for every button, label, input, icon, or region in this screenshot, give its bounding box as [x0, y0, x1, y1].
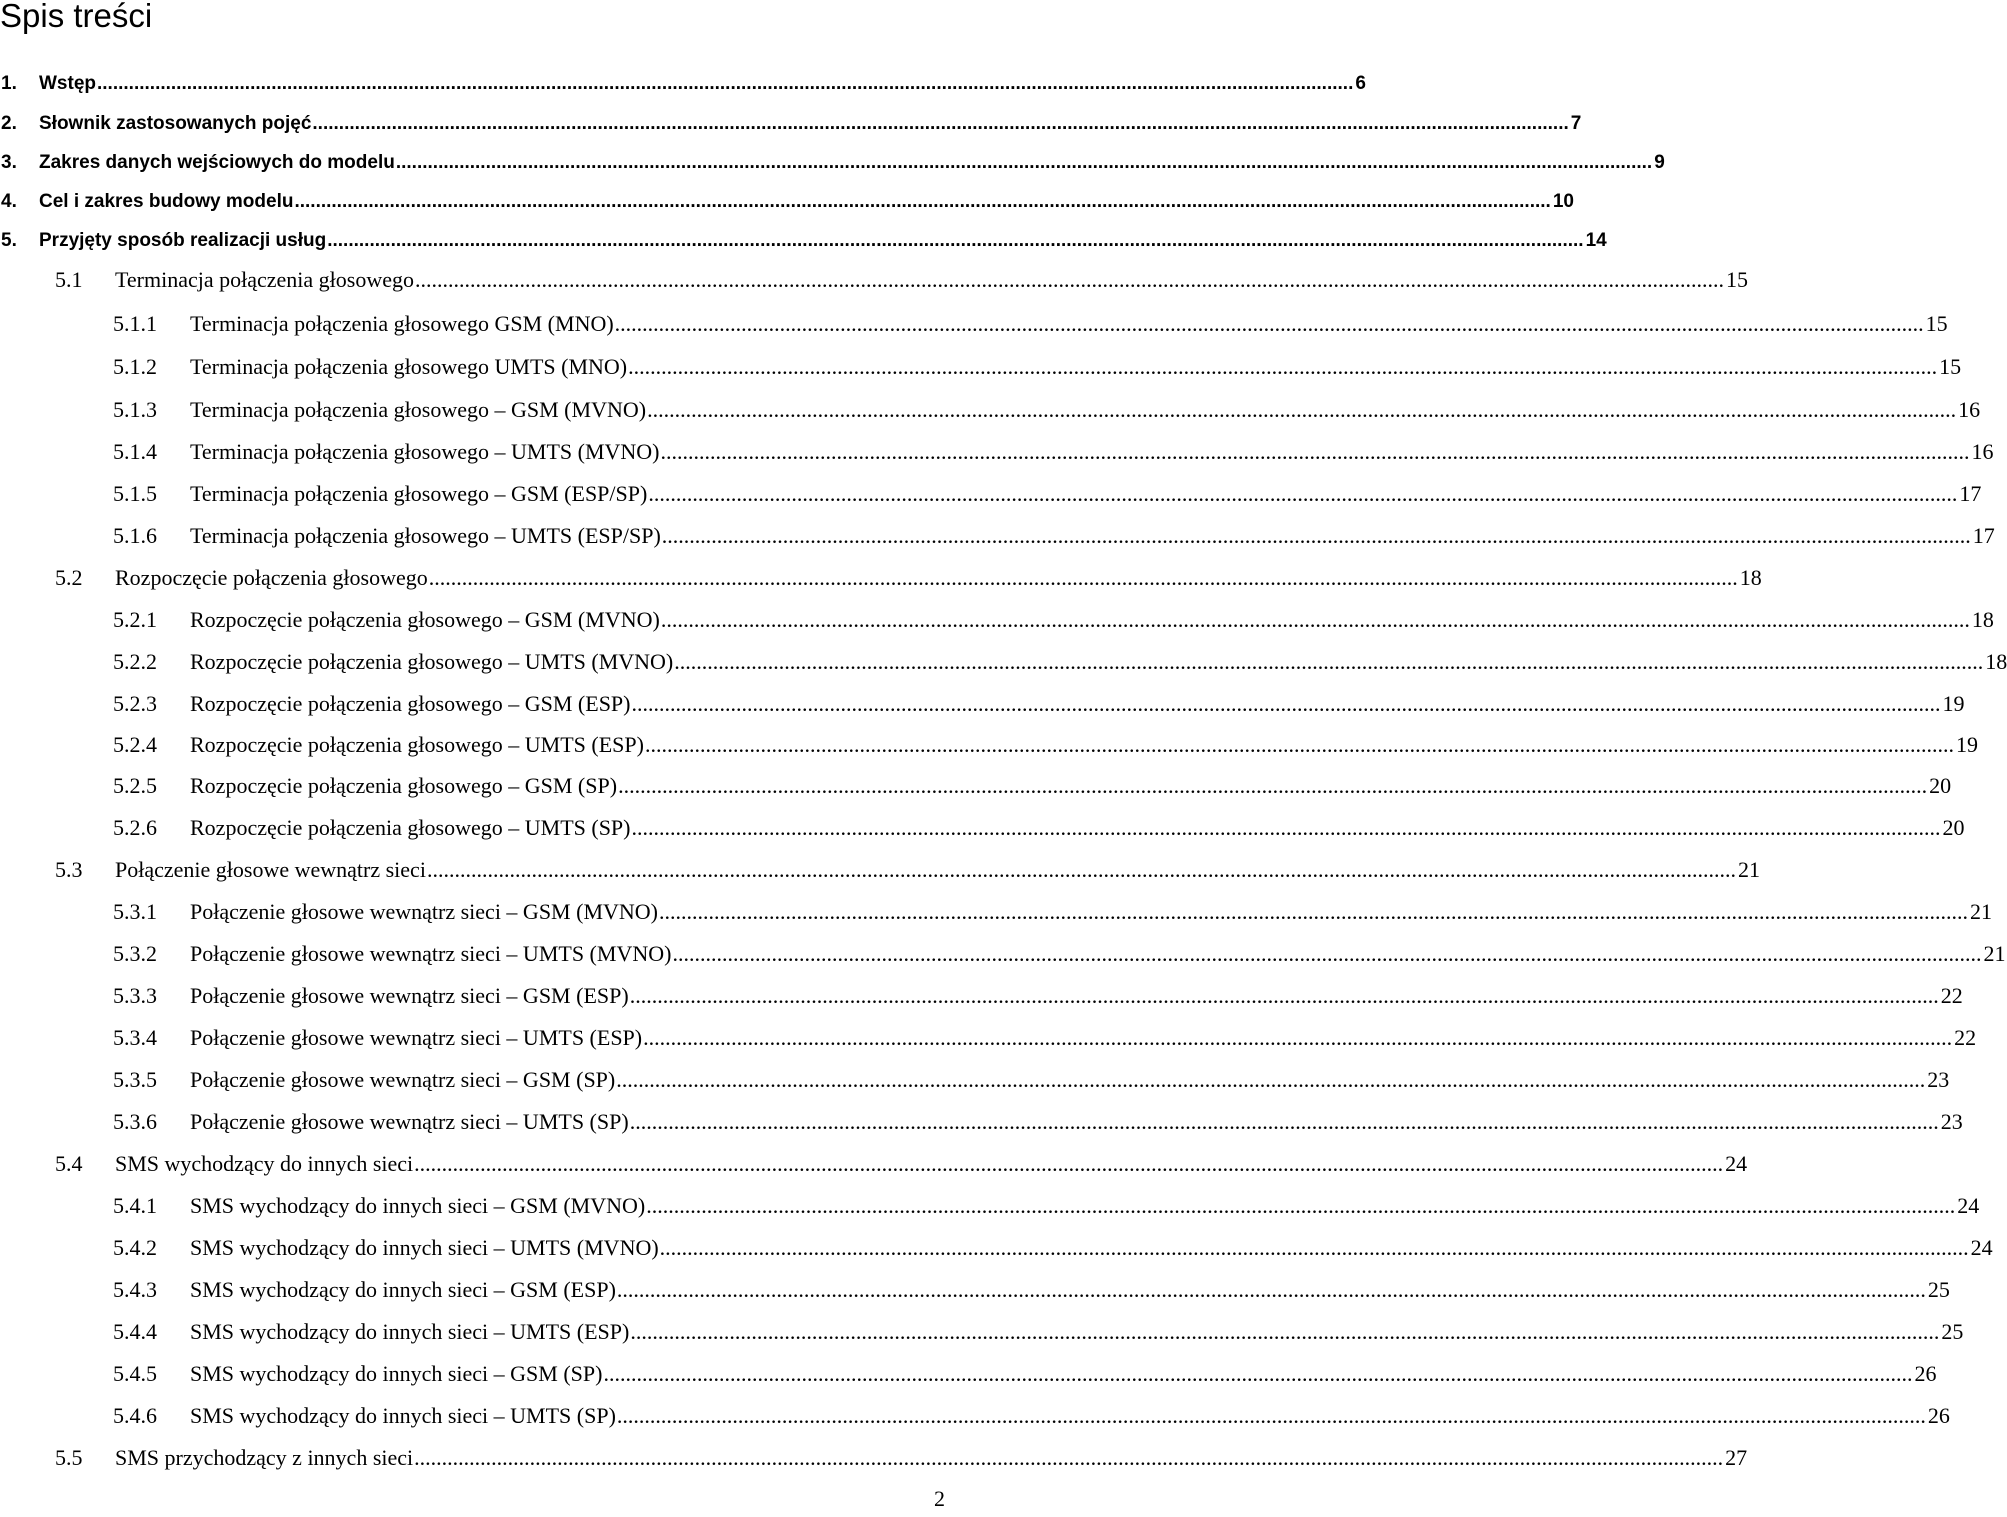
toc-entry-number: 5. — [1, 230, 17, 251]
toc-entry-title: SMS wychodzący do innych sieci – UMTS (ESP) — [190, 1319, 630, 1344]
toc-dot-leader: .............................................................................................................................................................................................................................................. — [294, 191, 1551, 212]
toc-entry-number: 5.5 — [55, 1445, 83, 1470]
toc-entry-number: 5.2.4 — [113, 732, 157, 757]
toc-entry-page: 16 — [1971, 439, 1994, 464]
toc-entry-number: 5.1.5 — [113, 481, 157, 506]
toc-entry-title: Terminacja połączenia głosowego – GSM (ESP/SP) — [190, 481, 648, 506]
toc-dot-leader: .............................................................................................................................................................................................................................................. — [614, 311, 1924, 336]
toc-entry-number: 5.4.6 — [113, 1403, 157, 1428]
toc-entry-page: 22 — [1940, 983, 1963, 1008]
toc-entry-title: Połączenie głosowe wewnątrz sieci – GSM (SP) — [190, 1067, 616, 1092]
toc-entry-page: 20 — [1929, 773, 1952, 798]
toc-entry-number: 5.4.3 — [113, 1277, 157, 1302]
toc-dot-leader: .............................................................................................................................................................................................................................................. — [618, 773, 1928, 798]
toc-entry-title: SMS wychodzący do innych sieci – UMTS (MVNO) — [190, 1235, 659, 1260]
toc-entry-page: 19 — [1955, 732, 1978, 757]
toc-entry[interactable] — [113, 353, 1962, 381]
toc-entry-title: SMS wychodzący do innych sieci – UMTS (SP) — [190, 1403, 616, 1428]
toc-dot-leader: .............................................................................................................................................................................................................................................. — [428, 565, 1738, 590]
toc-entry-number: 5.2.2 — [113, 649, 157, 674]
toc-entry-title: Przyjęty sposób realizacji usług — [39, 230, 327, 251]
toc-dot-leader: .............................................................................................................................................................................................................................................. — [629, 1109, 1939, 1134]
toc-entry[interactable] — [55, 266, 1748, 294]
toc-entry-page: 17 — [1972, 523, 1995, 548]
toc-entry-number: 5.1 — [55, 267, 83, 292]
toc-entry-title: Terminacja połączenia głosowego GSM (MNO) — [190, 311, 614, 336]
toc-dot-leader: .............................................................................................................................................................................................................................................. — [661, 523, 1971, 548]
toc-dot-leader: .............................................................................................................................................................................................................................................. — [631, 691, 1941, 716]
toc-entry-page: 23 — [1927, 1067, 1950, 1092]
toc-entry[interactable] — [113, 522, 1995, 550]
toc-entry[interactable] — [113, 1360, 1937, 1388]
toc-dot-leader: .............................................................................................................................................................................................................................................. — [426, 857, 1736, 882]
toc-entry-title: SMS wychodzący do innych sieci – GSM (ESP) — [190, 1277, 616, 1302]
toc-entry-title: Wstęp — [39, 73, 96, 94]
toc-entry-title: Połączenie głosowe wewnątrz sieci — [115, 857, 426, 882]
toc-entry-number: 5.1.2 — [113, 354, 157, 379]
toc-entry-number: 5.2.6 — [113, 815, 157, 840]
page-title: Spis treści — [0, 0, 153, 34]
toc-entry-title: Rozpoczęcie połączenia głosowego — [115, 565, 428, 590]
toc-entry-title: Połączenie głosowe wewnątrz sieci – UMTS (SP) — [190, 1109, 629, 1134]
toc-dot-leader: .............................................................................................................................................................................................................................................. — [616, 1277, 1926, 1302]
toc-entry-page: 18 — [1739, 565, 1762, 590]
toc-entry[interactable] — [113, 1108, 1963, 1136]
toc-dot-leader: .............................................................................................................................................................................................................................................. — [603, 1361, 1913, 1386]
toc-dot-leader: .............................................................................................................................................................................................................................................. — [395, 152, 1653, 173]
toc-entry-title: Rozpoczęcie połączenia głosowego – GSM (ESP) — [190, 691, 631, 716]
toc-entry-title: SMS wychodzący do innych sieci – GSM (MVNO) — [190, 1193, 646, 1218]
toc-entry-page: 22 — [1954, 1025, 1977, 1050]
toc-dot-leader: .............................................................................................................................................................................................................................................. — [644, 732, 1954, 757]
toc-entry-number: 4. — [1, 191, 17, 212]
toc-entry-page: 20 — [1942, 815, 1965, 840]
toc-dot-leader: .............................................................................................................................................................................................................................................. — [312, 113, 1569, 134]
toc-dot-leader: .............................................................................................................................................................................................................................................. — [648, 481, 1958, 506]
toc-dot-leader: .............................................................................................................................................................................................................................................. — [327, 230, 1584, 251]
toc-entry-page: 25 — [1941, 1319, 1964, 1344]
toc-entry-title: Terminacja połączenia głosowego – UMTS (MVNO) — [190, 439, 660, 464]
toc-entry-number: 5.1.1 — [113, 311, 157, 336]
toc-entry[interactable] — [113, 731, 1978, 759]
toc-dot-leader: .............................................................................................................................................................................................................................................. — [616, 1403, 1926, 1428]
toc-dot-leader: .............................................................................................................................................................................................................................................. — [414, 1151, 1724, 1176]
toc-entry-number: 5.3.1 — [113, 899, 157, 924]
toc-entry-number: 5.3.6 — [113, 1109, 157, 1134]
toc-dot-leader: .............................................................................................................................................................................................................................................. — [660, 607, 1970, 632]
toc-entry[interactable] — [113, 396, 1981, 424]
toc-entry[interactable] — [113, 606, 1994, 634]
toc-entry-page: 24 — [1957, 1193, 1980, 1218]
toc-entry[interactable] — [113, 772, 1952, 800]
toc-entry[interactable] — [113, 1192, 1980, 1220]
toc-entry-page: 9 — [1654, 152, 1665, 173]
toc-entry-page: 26 — [1927, 1403, 1950, 1428]
toc-entry-title: SMS wychodzący do innych sieci — [115, 1151, 414, 1176]
toc-entry-number: 5.3 — [55, 857, 83, 882]
toc-entry-page: 21 — [1983, 941, 2006, 966]
toc-entry-title: Rozpoczęcie połączenia głosowego – GSM (SP) — [190, 773, 618, 798]
toc-entry[interactable] — [0, 149, 1665, 177]
toc-entry-number: 1. — [1, 73, 17, 94]
toc-entry-number: 5.3.2 — [113, 941, 157, 966]
toc-entry[interactable] — [113, 898, 1992, 926]
toc-entry[interactable] — [0, 70, 1366, 98]
toc-entry[interactable] — [113, 310, 1948, 338]
toc-entry-page: 27 — [1725, 1445, 1748, 1470]
toc-entry-page: 25 — [1927, 1277, 1950, 1302]
toc-dot-leader: .............................................................................................................................................................................................................................................. — [674, 649, 1984, 674]
toc-entry-title: Rozpoczęcie połączenia głosowego – UMTS (SP) — [190, 815, 631, 840]
toc-entry-title: Rozpoczęcie połączenia głosowego – UMTS (ESP) — [190, 732, 644, 757]
toc-entry[interactable] — [0, 227, 1607, 255]
toc-entry-page: 18 — [1971, 607, 1994, 632]
toc-entry[interactable] — [55, 564, 1762, 592]
toc-entry-title: Terminacja połączenia głosowego – GSM (MVNO) — [190, 397, 647, 422]
toc-entry-title: Rozpoczęcie połączenia głosowego – UMTS (MVNO) — [190, 649, 674, 674]
toc-entry-title: Cel i zakres budowy modelu — [39, 191, 294, 212]
toc-entry-number: 5.2.5 — [113, 773, 157, 798]
toc-entry-number: 5.2.1 — [113, 607, 157, 632]
toc-dot-leader: .............................................................................................................................................................................................................................................. — [660, 439, 1970, 464]
toc-entry-page: 7 — [1570, 113, 1582, 134]
toc-dot-leader: .............................................................................................................................................................................................................................................. — [415, 267, 1724, 292]
toc-entry-page: 15 — [1925, 311, 1948, 336]
toc-entry-number: 5.3.4 — [113, 1025, 157, 1050]
toc-entry-page: 6 — [1355, 73, 1366, 94]
toc-entry[interactable] — [113, 1402, 1950, 1430]
toc-dot-leader: .............................................................................................................................................................................................................................................. — [643, 1025, 1953, 1050]
toc-entry-page: 24 — [1970, 1235, 1993, 1260]
toc-entry[interactable] — [113, 480, 1982, 508]
toc-dot-leader: .............................................................................................................................................................................................................................................. — [672, 941, 1982, 966]
toc-entry[interactable] — [55, 1150, 1748, 1178]
page-number: 2 — [934, 1486, 945, 1511]
toc-dot-leader: .............................................................................................................................................................................................................................................. — [630, 1319, 1940, 1344]
toc-dot-leader: .............................................................................................................................................................................................................................................. — [97, 73, 1354, 94]
toc-entry-page: 17 — [1959, 481, 1982, 506]
toc-dot-leader: .............................................................................................................................................................................................................................................. — [629, 983, 1939, 1008]
toc-entry-number: 3. — [1, 152, 17, 173]
toc-entry-page: 15 — [1939, 354, 1962, 379]
toc-entry-number: 5.4.1 — [113, 1193, 157, 1218]
toc-entry-title: Połączenie głosowe wewnątrz sieci – GSM (MVNO) — [190, 899, 658, 924]
toc-entry-number: 5.3.3 — [113, 983, 157, 1008]
toc-entry[interactable] — [55, 856, 1760, 884]
toc-entry-title: Terminacja połączenia głosowego UMTS (MNO) — [190, 354, 628, 379]
toc-entry-number: 5.4.5 — [113, 1361, 157, 1386]
toc-dot-leader: .............................................................................................................................................................................................................................................. — [659, 899, 1968, 924]
toc-entry-page: 21 — [1737, 857, 1760, 882]
toc-dot-leader: .............................................................................................................................................................................................................................................. — [628, 354, 1938, 379]
toc-entry[interactable] — [0, 188, 1574, 216]
toc-entry-title: Słownik zastosowanych pojęć — [39, 113, 312, 134]
toc-entry-page: 19 — [1942, 691, 1965, 716]
toc-dot-leader: .............................................................................................................................................................................................................................................. — [616, 1067, 1926, 1092]
toc-entry-title: SMS przychodzący z innych sieci — [115, 1445, 414, 1470]
toc-entry[interactable] — [113, 1234, 1993, 1262]
toc-entry-number: 2. — [1, 113, 17, 134]
toc-dot-leader: .............................................................................................................................................................................................................................................. — [646, 1193, 1956, 1218]
toc-entry-page: 16 — [1958, 397, 1981, 422]
toc-dot-leader: .............................................................................................................................................................................................................................................. — [414, 1445, 1724, 1470]
toc-entry-number: 5.3.5 — [113, 1067, 157, 1092]
toc-entry[interactable] — [113, 814, 1965, 842]
toc-entry-title: Terminacja połączenia głosowego — [115, 267, 414, 292]
toc-entry-page: 14 — [1585, 230, 1607, 251]
toc-entry-title: SMS wychodzący do innych sieci – GSM (SP) — [190, 1361, 603, 1386]
toc-entry[interactable] — [113, 982, 1963, 1010]
toc-entry-number: 5.1.4 — [113, 439, 157, 464]
toc-entry-title: Połączenie głosowe wewnątrz sieci – UMTS (MVNO) — [190, 941, 672, 966]
toc-entry-page: 15 — [1726, 267, 1748, 292]
toc-dot-leader: .............................................................................................................................................................................................................................................. — [631, 815, 1941, 840]
toc-entry[interactable] — [113, 1276, 1950, 1304]
toc-entry-title: Zakres danych wejściowych do modelu — [39, 152, 395, 173]
toc-entry[interactable] — [113, 940, 2006, 968]
toc-entry-number: 5.4.2 — [113, 1235, 157, 1260]
toc-entry-title: Połączenie głosowe wewnątrz sieci – GSM (ESP) — [190, 983, 629, 1008]
toc-entry[interactable] — [113, 648, 2007, 676]
toc-entry[interactable] — [113, 1318, 1964, 1346]
toc-entry-number: 5.1.6 — [113, 523, 157, 548]
toc-entry-number: 5.4 — [55, 1151, 83, 1176]
toc-entry-number: 5.4.4 — [113, 1319, 157, 1344]
toc-dot-leader: .............................................................................................................................................................................................................................................. — [647, 397, 1957, 422]
toc-entry[interactable] — [55, 1444, 1748, 1472]
toc-entry-number: 5.2 — [55, 565, 83, 590]
toc-entry-page: 24 — [1725, 1151, 1748, 1176]
toc-entry[interactable] — [113, 438, 1994, 466]
toc-entry-page: 18 — [1985, 649, 2007, 674]
toc-entry[interactable] — [113, 1066, 1950, 1094]
toc-entry-number: 5.1.3 — [113, 397, 157, 422]
toc-entry[interactable] — [113, 1024, 1977, 1052]
toc-entry-page: 23 — [1940, 1109, 1963, 1134]
toc-entry[interactable] — [0, 110, 1582, 138]
toc-entry[interactable] — [113, 690, 1965, 718]
toc-entry-number: 5.2.3 — [113, 691, 157, 716]
toc-entry-page: 21 — [1970, 899, 1992, 924]
toc-entry-page: 26 — [1914, 1361, 1937, 1386]
toc-dot-leader: .............................................................................................................................................................................................................................................. — [659, 1235, 1969, 1260]
toc-entry-title: Rozpoczęcie połączenia głosowego – GSM (MVNO) — [190, 607, 660, 632]
toc-entry-page: 10 — [1552, 191, 1574, 212]
toc-entry-title: Połączenie głosowe wewnątrz sieci – UMTS (ESP) — [190, 1025, 643, 1050]
toc-entry-title: Terminacja połączenia głosowego – UMTS (ESP/SP) — [190, 523, 661, 548]
